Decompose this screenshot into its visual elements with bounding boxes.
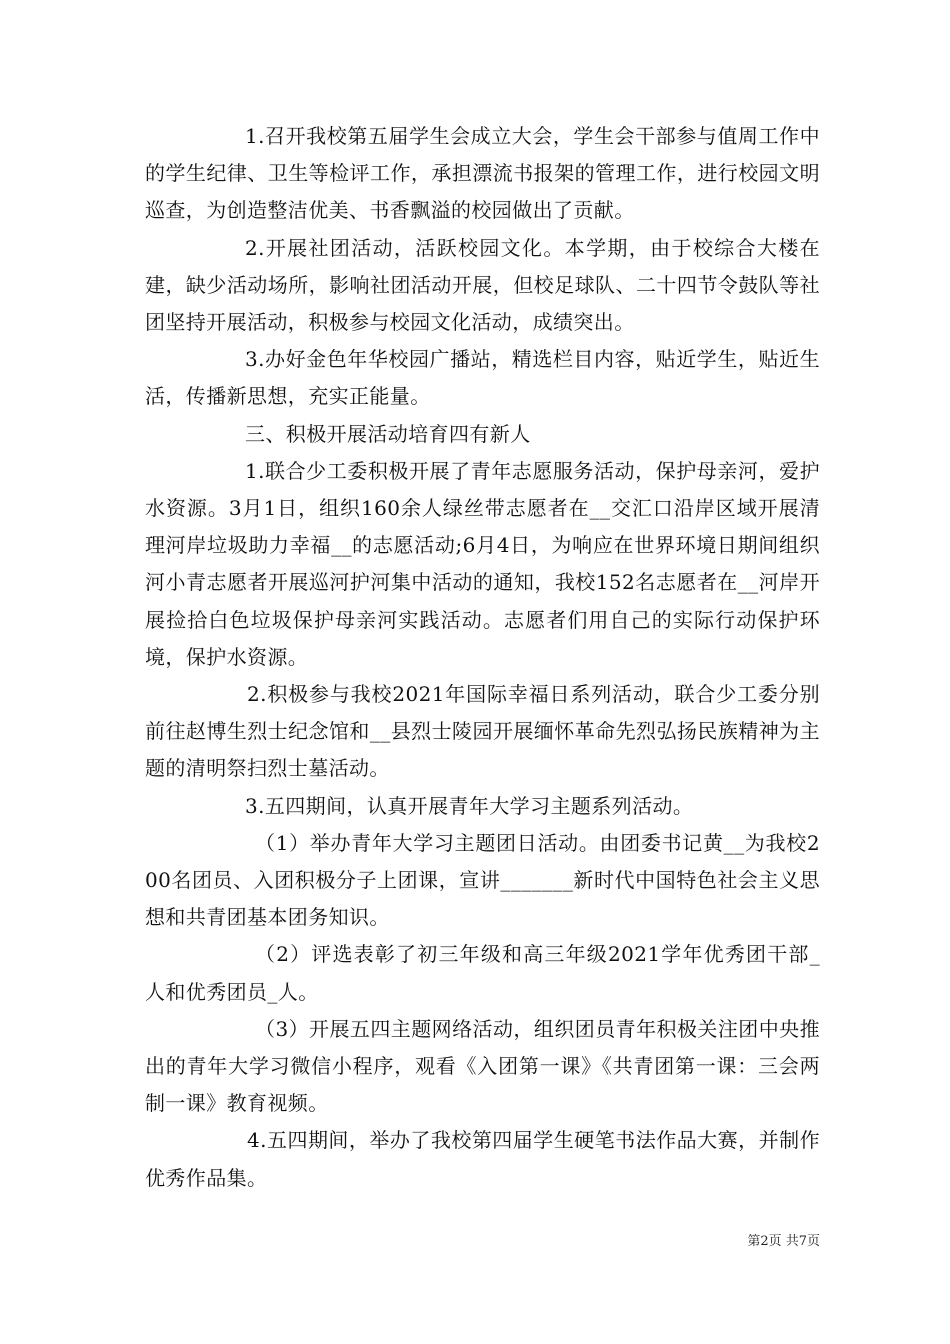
paragraph-broadcast-station: 3.办好金色年华校园广播站，精选栏目内容，贴近学生，贴近生活，传播新思想，充实正能量。 (145, 347, 820, 409)
paragraph-may-fourth: 3.五四期间，认真开展青年大学习主题系列活动。 (245, 793, 694, 818)
paragraph-happiness-day: 2.积极参与我校2021年国际幸福日系列活动，联合少工委分别前往赵博生烈士纪念馆和__县烈士陵园开展缅怀革命先烈弘扬民族精神为主题的清明祭扫烈士墓活动。 (145, 682, 820, 781)
paragraph-club-activities: 2.开展社团活动，活跃校园文化。本学期，由于校综合大楼在建，缺少活动场所，影响社团活动开展，但校足球队、二十四节令鼓队等社团坚持开展活动，积极参与校园文化活动，成绩突出。 (145, 235, 820, 335)
paragraph-league-day: （1）举办青年大学习主题团日活动。由团委书记黄__为我校200名团员、入团积极分子上团课，宣讲_______新时代中国特色社会主义思想和共青团基本团务知识。 (145, 830, 820, 930)
paragraph-commendation: （2）评选表彰了初三年级和高三年级2021学年优秀团干部_人和优秀团员_人。 (145, 942, 820, 1004)
paragraph-volunteer-service: 1.联合少工委积极开展了青年志愿服务活动，保护母亲河，爱护水资源。3月1日，组织160余人绿丝带志愿者在__交汇口沿岸区域开展清理河岸垃圾助力幸福__的志愿活动;6月4日，为响应在世界环境日期间组织河小青志愿者开展巡河护河集中活动的通知，我校152名志愿者在__河岸开展捡拾白色垃圾保护母亲河实践活动。志愿者们用自己的实际行动保护环境，保护水资源。 (145, 458, 820, 669)
paragraph-online-activity: （3）开展五四主题网络活动，组织团员青年积极关注团中央推出的青年大学习微信小程序，观看《入团第一课》《共青团第一课：三会两制一课》教育视频。 (145, 1016, 820, 1116)
page-number: 第2页 共7页 (747, 1234, 820, 1249)
section-heading: 三、积极开展活动培育四有新人 (245, 421, 531, 446)
document-body (145, 118, 820, 1197)
paragraph-calligraphy-contest: 4.五四期间，举办了我校第四届学生硬笔书法作品大赛，并制作优秀作品集。 (145, 1128, 820, 1190)
paragraph-student-union: 1.召开我校第五届学生会成立大会，学生会干部参与值周工作中的学生纪律、卫生等检评工作，承担漂流书报架的管理工作，进行校园文明巡查，为创造整洁优美、书香飘溢的校园做出了贡献。 (145, 124, 820, 223)
